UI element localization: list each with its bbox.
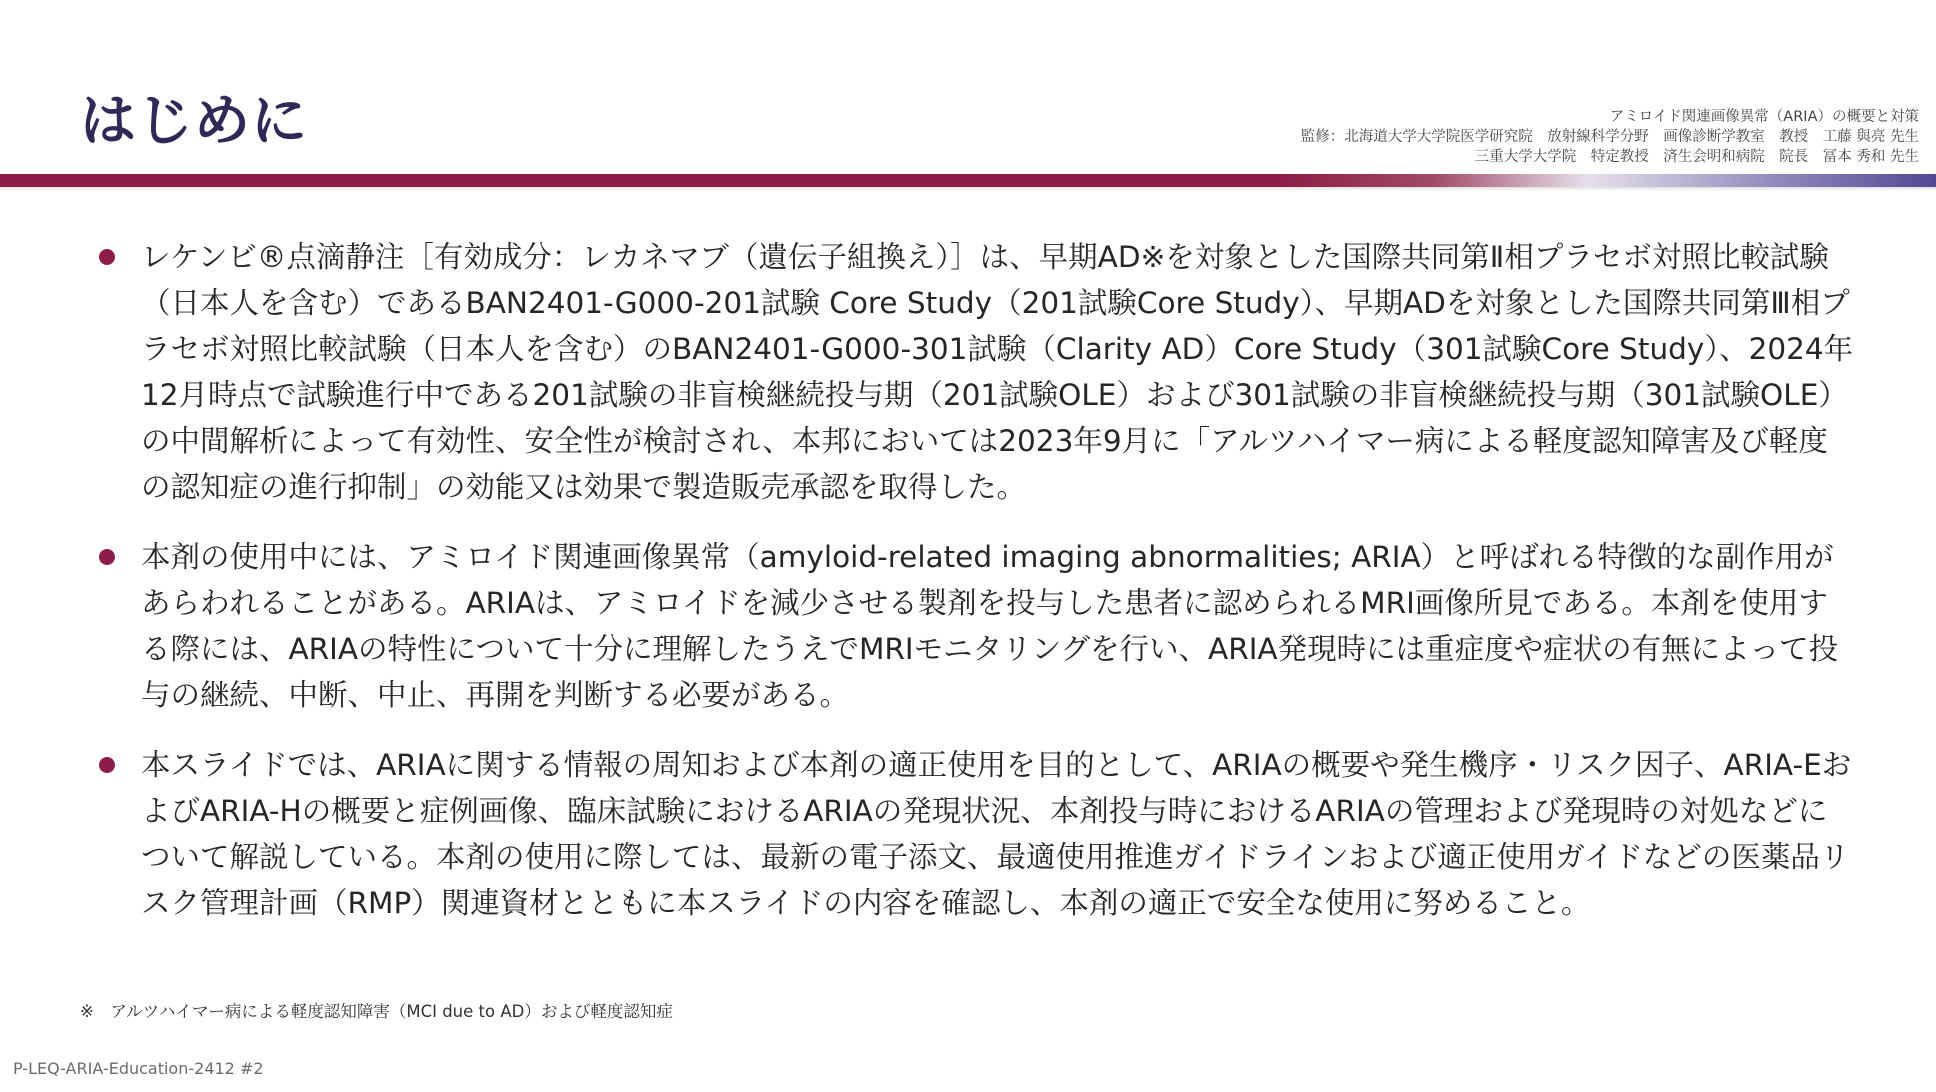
supervisor-line-1: 監修：北海道大学大学院医学研究院 放射線科学分野 画像診断学教室 教授 工藤 與亮 先生 <box>1300 129 1919 145</box>
bullet-item <box>96 234 1856 510</box>
bullet-item <box>96 742 1856 926</box>
header-divider-bar <box>0 174 1936 187</box>
supervisor-line-2: 三重大学大学院 特定教授 済生会明和病院 院長 冨本 秀和 先生 <box>1474 149 1919 165</box>
bullet-dot-icon <box>99 549 115 565</box>
bullet-text: 本剤の使用中には、アミロイド関連画像異常（amyloid-related imaging abnormalities; ARIA）と呼ばれる特徴的な副作用があらわれることがある。ARIAは、アミロイドを減少させる製剤を投与した患者に認められるMRI画像所見である。本剤を使用する際には、ARIAの特性について十分に理解したうえでMRIモニタリングを行い、ARIA発現時には重症度や症状の有無によって投与の継続、中断、中止、再開を判断する必要がある。 <box>141 540 1839 712</box>
bullet-text: レケンビ®点滴静注［有効成分：レカネマブ（遺伝子組換え）］は、早期AD※を対象とした国際共同第Ⅱ相プラセボ対照比較試験（日本人を含む）であるBAN2401-G000-201試験 Core Study（201試験Core Study）、早期ADを対象とした国際共同第Ⅲ相プラセボ対照比較試験（日本人を含む）のBAN2401-G000-301試験（Clarity AD）Core Study（301試験Core Study）、2024年12月時点で試験進行中である201試験の非盲検継続投与期（201試験OLE）および301試験の非盲検継続投与期（301試験OLE）の中間解析によって有効性、安全性が検討され、本邦においては2023年9月に「アルツハイマー病による軽度認知障害及び軽度の認知症の進行抑制」の効能又は効果で製造販売承認を取得した。 <box>141 240 1854 504</box>
header-credits <box>1301 107 1919 167</box>
bullet-dot-icon <box>99 757 115 773</box>
header-divider-shadow <box>0 187 1936 191</box>
document-code: P-LEQ-ARIA-Education-2412 #2 <box>13 1059 264 1078</box>
bullet-list <box>96 234 1856 950</box>
page-title: はじめに <box>80 89 308 154</box>
slide-topic: アミロイド関連画像異常（ARIA）の概要と対策 <box>1609 109 1919 125</box>
bullet-item <box>96 534 1856 718</box>
bullet-text: 本スライドでは、ARIAに関する情報の周知および本剤の適正使用を目的として、ARIAの概要や発生機序・リスク因子、ARIA-EおよびARIA-Hの概要と症例画像、臨床試験におけるARIAの発現状況、本剤投与時におけるARIAの管理および発現時の対処などについて解説している。本剤の使用に際しては、最新の電子添文、最適使用推進ガイドラインおよび適正使用ガイドなどの医薬品リスク管理計画（RMP）関連資材とともに本スライドの内容を確認し、本剤の適正で安全な使用に努めること。 <box>141 748 1852 920</box>
footnote: ※ アルツハイマー病による軽度認知障害（MCI due to AD）および軽度認知症 <box>80 1002 673 1021</box>
bullet-dot-icon <box>99 249 115 265</box>
